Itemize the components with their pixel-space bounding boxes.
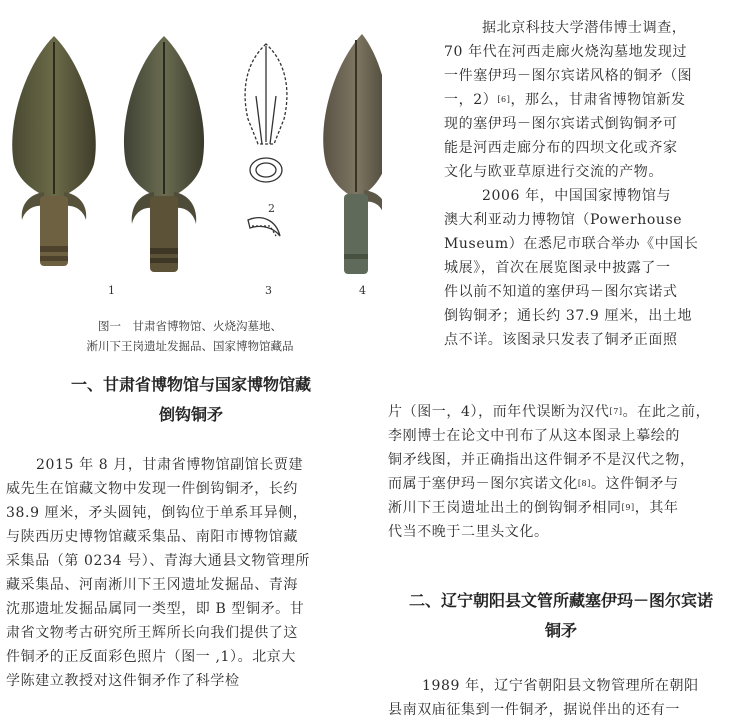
- right-line: 70 年代在河西走廊火烧沟墓地发现过: [444, 44, 688, 60]
- right-line: 件以前不知道的塞伊玛－图尔宾诺式: [444, 284, 678, 300]
- spearhead-photographs: [4, 24, 382, 314]
- right-line-segment: ，其年: [634, 500, 679, 516]
- right-line: 能是河西走廊分布的四坝文化或齐家: [444, 140, 678, 156]
- section2-heading-line-2: 铜矛: [544, 621, 577, 640]
- right-line: 2006 年，中国国家博物馆与: [482, 188, 672, 204]
- section2-heading: [388, 586, 734, 646]
- caption-line-1: 图一 甘肃省博物馆、火烧沟墓地、: [98, 319, 282, 333]
- section1-heading-line-2: 倒钩铜矛: [158, 405, 223, 424]
- section2-heading-line-1: 二、辽宁朝阳县文管所藏塞伊玛－图尔宾诺: [408, 591, 713, 610]
- right-line: 现的塞伊玛－图尔宾诺式倒钩铜矛可: [444, 116, 678, 132]
- section1-line: 采集品（第 0234 号）、青海大通县文物管理所: [6, 553, 310, 569]
- right-line-segment: 片（图一，4），而年代误断为汉代: [388, 404, 610, 420]
- right-line-segment: ，那么，甘肃省博物馆新发: [510, 92, 686, 108]
- right-wide-line: [388, 472, 734, 496]
- right-line: 城展》，首次在展览图录中披露了一: [444, 260, 671, 276]
- right-line-segment: 。在此之前，: [622, 404, 711, 420]
- figure-number-2: 2: [268, 202, 275, 215]
- section1-line: 38.9 厘米，矛头圆钝，倒钩位于单系耳异侧，: [6, 505, 308, 521]
- right-line-segment: 。这件铜矛与: [590, 476, 679, 492]
- figure-caption: [20, 316, 360, 356]
- right-line: Museum）在悉尼市联合举办《中国长: [444, 236, 699, 252]
- reference-6: [6]: [497, 95, 511, 104]
- spearhead-line-drawing: [245, 44, 287, 236]
- section2-line: 1989 年，辽宁省朝阳县文物管理所在朝阳: [422, 678, 699, 694]
- right-wide-line: 李刚博士在论文中刊布了从这本图录上摹绘的: [388, 428, 680, 444]
- section1-paragraph: [6, 453, 356, 693]
- figure-number-3: 3: [265, 284, 272, 297]
- right-line: 澳大利亚动力博物馆（Powerhouse: [444, 212, 683, 228]
- right-wide-line: [388, 400, 734, 424]
- figure-number-4: 4: [359, 284, 366, 297]
- right-line: 倒钩铜矛；通长约 37.9 厘米，出土地: [444, 308, 693, 324]
- reference-8: [8]: [577, 479, 591, 488]
- right-column-paragraph: [444, 16, 734, 352]
- section1-line: 肃省文物考古研究所王辉所长向我们提供了这: [6, 625, 298, 641]
- section1-heading-line-1: 一、甘肃省博物馆与国家博物馆藏: [70, 375, 311, 394]
- right-line-segment: 一，2）: [444, 92, 498, 108]
- spearhead-photo-4: [323, 34, 382, 274]
- right-line: 文化与欧亚草原进行交流的产物。: [444, 164, 663, 180]
- section2-paragraph: [388, 674, 734, 722]
- right-line: 据北京科技大学潜伟博士调查，: [482, 20, 687, 36]
- figure-plate: [4, 24, 382, 314]
- spearhead-photo-2: [124, 36, 204, 272]
- reference-7: [7]: [609, 407, 623, 416]
- right-line: 一件塞伊玛－图尔宾诺风格的铜矛（图: [444, 68, 693, 84]
- spearhead-photo-1: [12, 36, 96, 266]
- section2-line: 县南双庙征集到一件铜矛，据说伴出的还有一: [388, 702, 680, 718]
- section1-line: 件铜矛的正反面彩色照片（图一 ,1）。北京大: [6, 649, 297, 665]
- right-wide-paragraph: [388, 400, 734, 544]
- section1-line: 威先生在馆藏文物中发现一件倒钩铜矛，长约: [6, 481, 298, 497]
- section1-line: 沈那遗址发掘品属同一类型，即 B 型铜矛。甘: [6, 601, 305, 617]
- right-wide-line: 代当不晚于二里头文化。: [388, 524, 549, 540]
- section1-line: 学陈建立教授对这件铜矛作了科学检: [6, 673, 240, 689]
- reference-9: [9]: [621, 503, 635, 512]
- right-line: 点不详。该图录只发表了铜矛正面照: [444, 332, 678, 348]
- caption-line-2: 淅川下王岗遗址发掘品、国家博物馆藏品: [86, 339, 294, 353]
- section1-line: 藏采集品、河南淅川下王冈遗址发掘品、青海: [6, 577, 298, 593]
- right-line-segment: 而属于塞伊玛－图尔宾诺文化: [388, 476, 578, 492]
- right-wide-line: [388, 496, 734, 520]
- section1-line: 与陕西历史博物馆藏采集品、南阳市博物馆藏: [6, 529, 298, 545]
- right-wide-line: 铜矛线图，并正确指出这件铜矛不是汉代之物，: [388, 452, 695, 468]
- right-line-segment: 淅川下王岗遗址出土的倒钩铜矛相同: [388, 500, 622, 516]
- figure-number-1: 1: [108, 284, 115, 297]
- section1-heading: [10, 370, 372, 430]
- right-line: [444, 88, 734, 112]
- section1-line: 2015 年 8 月，甘肃省博物馆副馆长贾建: [36, 457, 304, 473]
